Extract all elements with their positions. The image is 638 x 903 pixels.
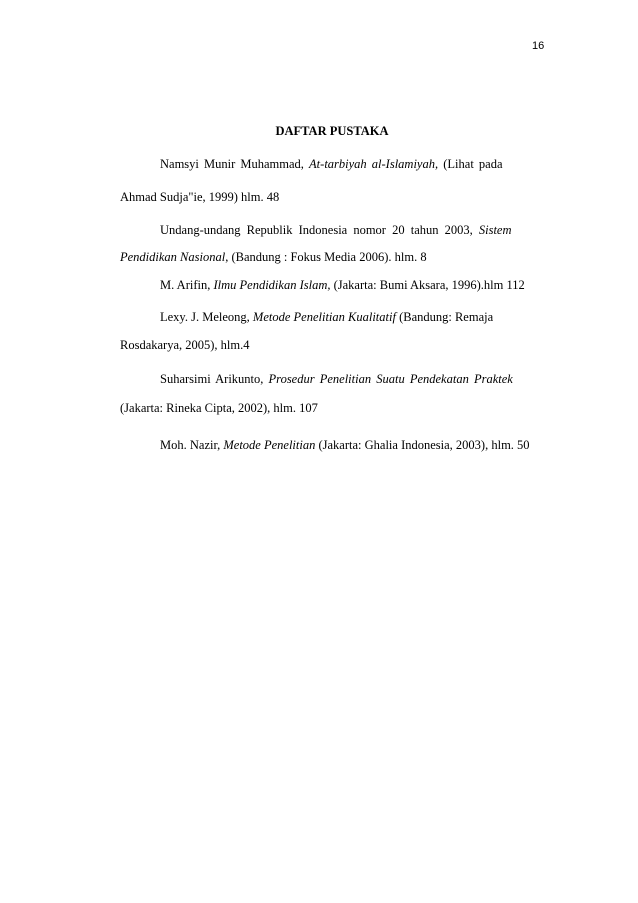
reference-1-line-2 xyxy=(120,190,279,205)
reference-detail: (Lihat pada xyxy=(438,157,503,171)
reference-detail: Ahmad Sudja"ie, 1999) hlm. 48 xyxy=(120,190,280,204)
reference-title: Ilmu Pendidikan Islam, xyxy=(213,278,331,292)
reference-2-line-1 xyxy=(160,223,512,238)
reference-title: Pendidikan Nasional xyxy=(120,250,226,264)
reference-3-line-1 xyxy=(160,278,525,293)
reference-detail: (Bandung: Remaja xyxy=(395,310,494,324)
reference-author: Moh. Nazir, xyxy=(160,438,224,452)
reference-title: Metode Penelitian Kualitatif xyxy=(252,310,396,324)
reference-detail: Rosdakarya, 2005), hlm.4 xyxy=(120,338,250,352)
reference-detail: (Jakarta: Ghalia Indonesia, 2003), hlm. 50 xyxy=(315,438,530,452)
reference-detail: , (Bandung : Fokus Media 2006). hlm. 8 xyxy=(225,250,427,264)
reference-title: Prosedur Penelitian Suatu Pendekatan Praktek xyxy=(268,372,513,386)
reference-4-line-2 xyxy=(120,338,250,353)
reference-author: Suharsimi Arikunto, xyxy=(160,372,269,386)
reference-4-line-1 xyxy=(160,310,493,325)
reference-title: Metode Penelitian xyxy=(223,438,316,452)
reference-6-line-1 xyxy=(160,438,530,453)
reference-2-line-2 xyxy=(120,250,427,265)
reference-5-line-2 xyxy=(120,401,318,416)
reference-1-line-1 xyxy=(160,157,503,172)
reference-title: At-tarbiyah al-Islamiyah, xyxy=(309,157,439,171)
reference-author: Lexy. J. Meleong, xyxy=(160,310,253,324)
reference-author: M. Arifin, xyxy=(160,278,214,292)
reference-author: Namsyi Munir Muhammad, xyxy=(160,157,310,171)
reference-detail: (Jakarta: Bumi Aksara, 1996).hlm 112 xyxy=(330,278,525,292)
reference-5-line-1 xyxy=(160,372,513,387)
bibliography-title: DAFTAR PUSTAKA xyxy=(275,124,389,138)
reference-detail: (Jakarta: Rineka Cipta, 2002), hlm. 107 xyxy=(120,401,318,415)
reference-author: Undang-undang Republik Indonesia nomor 20 tahun 2003, xyxy=(160,223,479,237)
page-number: 16 xyxy=(532,40,545,52)
reference-title: Sistem xyxy=(478,223,512,237)
